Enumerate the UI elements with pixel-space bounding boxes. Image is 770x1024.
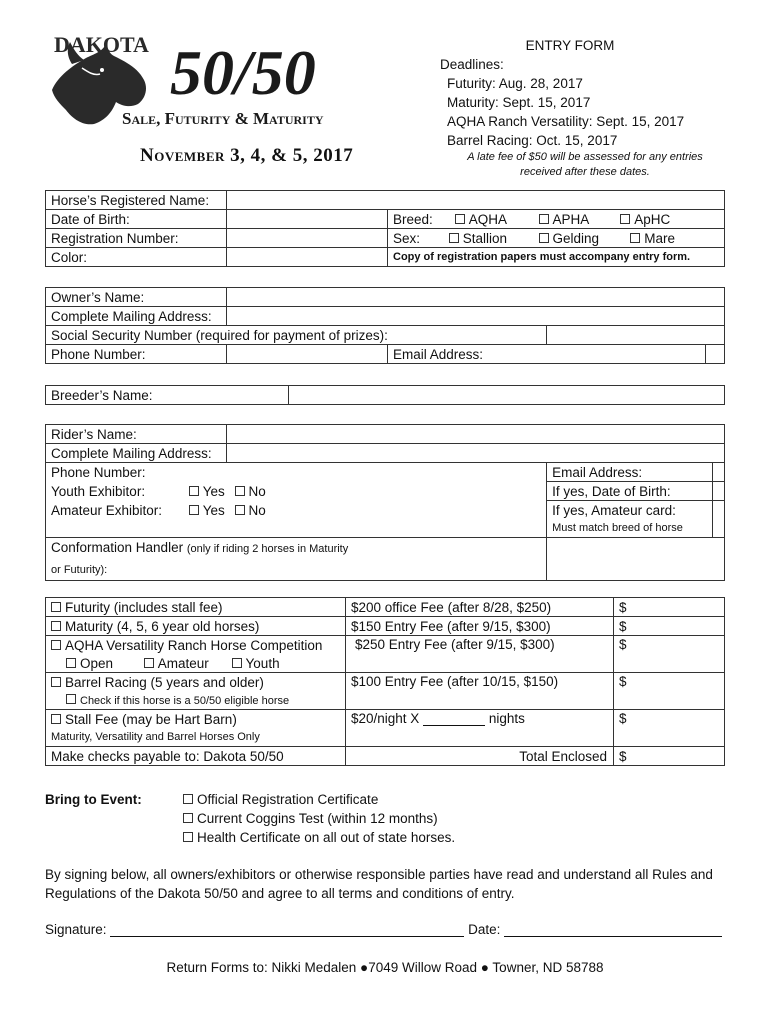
checkbox-icon [51, 621, 61, 631]
horse-info-table [45, 190, 725, 267]
checkbox-icon [183, 813, 193, 823]
sex-option-label: Stallion [462, 230, 508, 246]
owner-email-label: Email Address: [388, 345, 706, 364]
horse-name-field[interactable] [227, 191, 725, 210]
checkbox-icon [183, 832, 193, 842]
versatility-option[interactable] [46, 636, 346, 655]
barrel-amount[interactable]: $ [614, 673, 725, 710]
total-label: Total Enclosed [346, 747, 614, 766]
checkbox-icon [51, 602, 61, 612]
futurity-fee: $200 office Fee (after 8/28, $250) [346, 598, 614, 617]
stall-fee-suffix: nights [488, 711, 525, 726]
owner-address-label: Complete Mailing Address: [46, 307, 227, 326]
ssn-field[interactable] [547, 326, 725, 345]
checkbox-icon [455, 214, 465, 224]
stall-option[interactable] [46, 710, 346, 729]
checkbox-icon [630, 233, 640, 243]
breeder-name-field[interactable] [289, 386, 725, 405]
rider-info-table [45, 424, 725, 581]
deadline-item: Maturity: Sept. 15, 2017 [447, 95, 591, 110]
futurity-amount[interactable]: $ [614, 598, 725, 617]
owner-name-label: Owner’s Name: [46, 288, 227, 307]
registration-label: Registration Number: [46, 229, 227, 248]
handler-note-1: (only if riding 2 horses in Maturity [186, 543, 349, 555]
nights-input[interactable] [423, 711, 485, 726]
rider-name-field[interactable] [227, 425, 725, 444]
handler-field[interactable] [547, 538, 725, 581]
sex-cell [388, 229, 725, 248]
maturity-amount[interactable]: $ [614, 617, 725, 636]
checkbox-icon [183, 794, 193, 804]
payable-note: Make checks payable to: Dakota 50/50 [46, 747, 346, 766]
versatility-open-option[interactable] [66, 656, 140, 671]
bring-item[interactable] [183, 809, 438, 828]
sex-option-gelding[interactable] [539, 231, 627, 246]
yes-label: Yes [202, 483, 225, 499]
color-field[interactable] [227, 248, 388, 267]
versatility-youth-option[interactable] [232, 656, 280, 671]
rider-address-label: Complete Mailing Address: [46, 444, 227, 463]
owner-phone-field[interactable] [227, 345, 388, 364]
yes-label: Yes [202, 502, 225, 518]
owner-info-table [45, 287, 725, 364]
signature-label: Signature: [45, 922, 107, 937]
amateur-no-option[interactable] [235, 503, 266, 518]
breed-label: Breed: [393, 211, 433, 227]
breeder-table [45, 385, 725, 405]
versatility-amateur-option[interactable] [144, 656, 228, 671]
deadline-item: Barrel Racing: Oct. 15, 2017 [447, 133, 618, 148]
no-label: No [248, 502, 266, 518]
barrel-fee: $100 Entry Fee (after 10/15, $150) [346, 673, 614, 710]
checkbox-icon [189, 486, 199, 496]
futurity-option[interactable] [46, 598, 346, 617]
event-dates: November 3, 4, & 5, 2017 [140, 145, 354, 166]
breed-option-aphc[interactable] [620, 212, 670, 227]
horse-name-label: Horse’s Registered Name: [46, 191, 227, 210]
youth-dob-field[interactable] [713, 482, 725, 501]
checkbox-icon [51, 714, 61, 724]
logo-subtitle-text: Sale, Futurity & Maturity [122, 109, 324, 128]
late-fee-note-1: A late fee of $50 will be assessed for any entries [467, 151, 703, 163]
total-amount[interactable]: $ [614, 747, 725, 766]
breed-match-note: Must match breed of horse [547, 519, 713, 538]
owner-email-field[interactable] [706, 345, 725, 364]
breed-option-label: ApHC [634, 211, 671, 227]
bring-item[interactable] [183, 828, 455, 847]
deadline-item: AQHA Ranch Versatility: Sept. 15, 2017 [447, 114, 685, 129]
option-label: Open [80, 655, 114, 671]
owner-address-field[interactable] [227, 307, 725, 326]
stall-amount[interactable]: $ [614, 710, 725, 747]
rider-phone-label: Phone Number: [46, 463, 547, 482]
form-title: ENTRY FORM [525, 38, 615, 53]
amateur-card-field[interactable] [713, 501, 725, 538]
option-label: Amateur [157, 655, 209, 671]
maturity-option[interactable] [46, 617, 346, 636]
breeder-name-label: Breeder’s Name: [46, 386, 289, 405]
amateur-card-label: If yes, Amateur card: [547, 501, 713, 520]
sex-option-stallion[interactable] [449, 231, 535, 246]
youth-yes-option[interactable] [189, 484, 231, 499]
checkbox-icon [66, 694, 76, 704]
barrel-option[interactable] [46, 673, 346, 692]
bring-item-label: Health Certificate on all out of state horses. [197, 830, 456, 845]
logo-dakota-text: DAKOTA [54, 32, 149, 57]
registration-field[interactable] [227, 229, 388, 248]
youth-exhibitor-cell [46, 482, 547, 501]
horse-head-logo-icon [42, 28, 362, 138]
logo-5050-text: 50/50 [170, 37, 316, 108]
signature-row [45, 922, 725, 937]
versatility-class-options [46, 654, 346, 673]
conformation-handler-cell [46, 538, 547, 581]
barrel-eligible-label: Check if this horse is a 50/50 eligible horse [80, 694, 290, 707]
dakota-5050-logo [42, 28, 362, 138]
breed-option-label: APHA [552, 211, 590, 227]
bring-item[interactable] [183, 790, 378, 809]
color-label: Color: [46, 248, 227, 267]
youth-dob-label: If yes, Date of Birth: [547, 482, 713, 501]
handler-label: Conformation Handler [51, 540, 184, 555]
checkbox-icon [51, 677, 61, 687]
rider-email-label: Email Address: [547, 463, 713, 482]
checkbox-icon [189, 505, 199, 515]
barrel-label: Barrel Racing (5 years and older) [65, 674, 264, 690]
late-fee-note-2: received after these dates. [520, 166, 650, 178]
stall-label: Stall Fee (may be Hart Barn) [65, 711, 237, 727]
owner-phone-label: Phone Number: [46, 345, 227, 364]
sex-option-mare[interactable] [630, 231, 675, 246]
deadline-item: Futurity: Aug. 28, 2017 [447, 76, 583, 91]
stall-note: Maturity, Versatility and Barrel Horses Only [46, 728, 346, 747]
versatility-label: AQHA Versatility Ranch Horse Competition [65, 637, 323, 653]
bring-label: Bring to Event: [45, 792, 142, 807]
breed-option-apha[interactable] [539, 212, 617, 227]
date-label: Date: [468, 922, 501, 937]
checkbox-icon [449, 233, 459, 243]
agreement-text: By signing below, all owners/exhibitors or otherwise responsible parties have read and understand all Rules and Regulations of the Dakota 50/50 and agree to all terms and conditions of entry. [45, 867, 713, 901]
return-address: Return Forms to: Nikki Medalen ●7049 Willow Road ● Towner, ND 58788 [166, 960, 604, 975]
checkbox-icon [144, 658, 154, 668]
fees-table [45, 597, 725, 766]
signature-line[interactable] [110, 922, 464, 937]
barrel-eligible-option[interactable] [46, 691, 346, 710]
rider-name-label: Rider’s Name: [46, 425, 227, 444]
breed-option-label: AQHA [468, 211, 508, 227]
breed-cell [388, 210, 725, 229]
versatility-fee: $250 Entry Fee (after 9/15, $300) [346, 636, 614, 673]
checkbox-icon [539, 233, 549, 243]
checkbox-icon [51, 640, 61, 650]
rider-address-field[interactable] [227, 444, 725, 463]
ssn-label: Social Security Number (required for payment of prizes): [46, 326, 547, 345]
rider-email-field[interactable] [713, 463, 725, 482]
youth-no-option[interactable] [235, 484, 266, 499]
maturity-label: Maturity (4, 5, 6 year old horses) [65, 618, 260, 634]
versatility-amount[interactable]: $ [614, 636, 725, 673]
amateur-exhibitor-cell [46, 501, 547, 538]
papers-note: Copy of registration papers must accompany entry form. [388, 248, 725, 267]
dob-label: Date of Birth: [46, 210, 227, 229]
no-label: No [248, 483, 266, 499]
checkbox-icon [235, 505, 245, 515]
checkbox-icon [232, 658, 242, 668]
amateur-yes-option[interactable] [189, 503, 231, 518]
breed-option-aqha[interactable] [455, 212, 535, 227]
futurity-label: Futurity (includes stall fee) [65, 599, 223, 615]
option-label: Youth [245, 655, 280, 671]
checkbox-icon [539, 214, 549, 224]
owner-name-field[interactable] [227, 288, 725, 307]
dob-field[interactable] [227, 210, 388, 229]
bring-item-label: Current Coggins Test (within 12 months) [197, 811, 438, 826]
date-line[interactable] [504, 922, 722, 937]
checkbox-icon [235, 486, 245, 496]
sex-option-label: Gelding [552, 230, 600, 246]
handler-note-2: or Futurity): [51, 564, 108, 576]
deadlines-heading: Deadlines: [440, 57, 504, 72]
checkbox-icon [66, 658, 76, 668]
maturity-fee: $150 Entry Fee (after 9/15, $300) [346, 617, 614, 636]
bring-item-label: Official Registration Certificate [197, 792, 379, 807]
stall-fee-prefix: $20/night X [351, 711, 420, 726]
deadlines-block [440, 36, 730, 180]
youth-exhibitor-label: Youth Exhibitor: [51, 483, 146, 499]
sex-label: Sex: [393, 230, 421, 246]
stall-fee [346, 710, 614, 747]
amateur-exhibitor-label: Amateur Exhibitor: [51, 502, 163, 518]
checkbox-icon [620, 214, 630, 224]
sex-option-label: Mare [644, 230, 676, 246]
